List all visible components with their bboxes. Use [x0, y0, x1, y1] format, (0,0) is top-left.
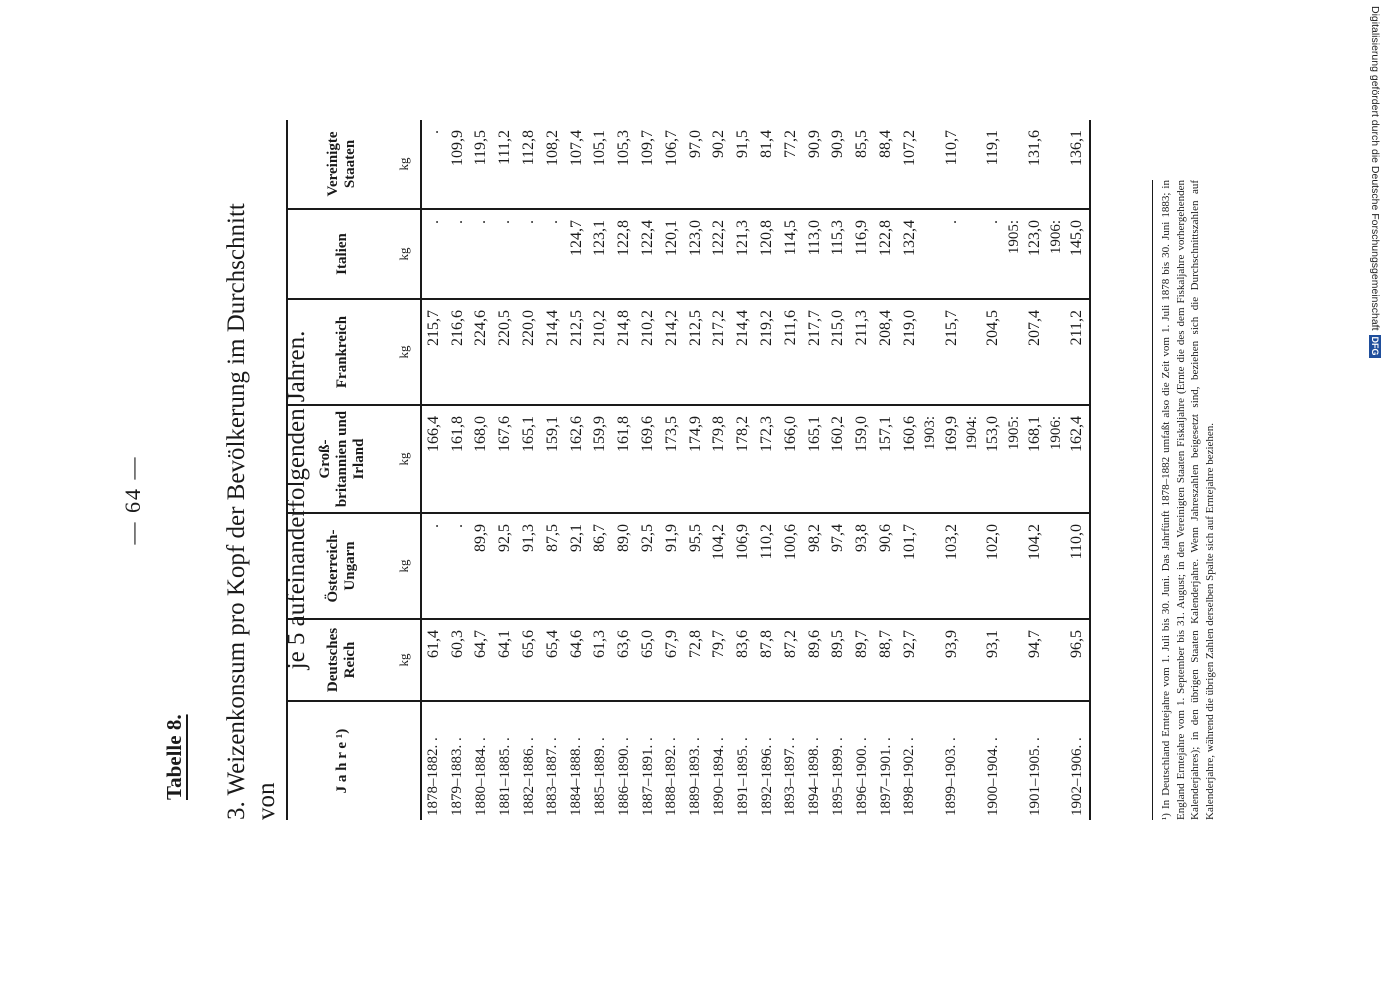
italien-cell: 113,0	[803, 209, 827, 299]
table-row	[636, 120, 660, 820]
dfg-logo: DFG	[1370, 336, 1380, 356]
grossbritannien-cell: 162,6	[565, 405, 589, 513]
frankreich-cell: 220,5	[493, 299, 517, 405]
grossbritannien-cell: 178,2	[731, 405, 755, 513]
vereinigte-staaten-cell: 105,3	[612, 120, 636, 209]
frankreich-cell: 215,7	[421, 299, 446, 405]
deutsches-reich-cell: 65,6	[517, 619, 541, 701]
grossbritannien-cell: 166,0	[779, 405, 803, 513]
italien-cell: .	[470, 209, 494, 299]
vereinigte-staaten-cell: 85,5	[850, 120, 874, 209]
table-row	[517, 120, 541, 820]
grossbritannien-cell: 165,1	[517, 405, 541, 513]
empty-cell	[1005, 619, 1023, 701]
year-cell: 1885–1889. .	[591, 737, 608, 816]
gb-year-note: 1905:	[1005, 405, 1023, 513]
vereinigte-staaten-cell: 107,2	[898, 120, 922, 209]
header-deutsches-reich: Deutsches Reich	[287, 619, 396, 701]
oesterreich-cell: 98,2	[803, 513, 827, 619]
grossbritannien-cell: 173,5	[660, 405, 684, 513]
frankreich-cell: 215,0	[827, 299, 851, 405]
empty-cell	[1047, 701, 1065, 820]
oesterreich-cell: 91,9	[660, 513, 684, 619]
vereinigte-staaten-cell: 91,5	[731, 120, 755, 209]
vereinigte-staaten-cell: 88,4	[874, 120, 898, 209]
oesterreich-cell: 104,2	[708, 513, 732, 619]
year-cell: 1892–1896. .	[758, 737, 775, 816]
empty-cell	[922, 120, 940, 209]
italien-cell: 114,5	[779, 209, 803, 299]
empty-cell	[964, 513, 982, 619]
vereinigte-staaten-cell: 77,2	[779, 120, 803, 209]
year-cell: 1891–1895. .	[734, 737, 751, 816]
deutsches-reich-cell: 72,8	[684, 619, 708, 701]
table-row	[1023, 120, 1047, 820]
grossbritannien-cell: 165,1	[803, 405, 827, 513]
frankreich-cell: 214,4	[541, 299, 565, 405]
unit-cell: kg	[396, 120, 421, 209]
header-frankreich: Frankreich	[287, 299, 396, 405]
grossbritannien-cell: 172,3	[755, 405, 779, 513]
deutsches-reich-cell: 61,3	[589, 619, 613, 701]
italien-cell: 120,8	[755, 209, 779, 299]
deutsches-reich-cell: 64,1	[493, 619, 517, 701]
year-cell: 1888–1892. .	[663, 737, 680, 816]
table-row	[803, 120, 827, 820]
oesterreich-cell: 106,9	[731, 513, 755, 619]
year-cell: 1895–1899. .	[829, 737, 846, 816]
deutsches-reich-cell: 64,6	[565, 619, 589, 701]
vereinigte-staaten-cell: 111,2	[493, 120, 517, 209]
grossbritannien-cell: 160,2	[827, 405, 851, 513]
grossbritannien-cell: 169,6	[636, 405, 660, 513]
oesterreich-cell: 110,2	[755, 513, 779, 619]
italien-cell: 122,2	[708, 209, 732, 299]
italien-cell: 123,1	[589, 209, 613, 299]
year-cell: 1887–1891. .	[639, 737, 656, 816]
wheat-consumption-table	[286, 120, 1091, 820]
italien-cell: 145,0	[1065, 209, 1090, 299]
frankreich-cell: 217,7	[803, 299, 827, 405]
grossbritannien-cell: 159,0	[850, 405, 874, 513]
oesterreich-cell: 104,2	[1023, 513, 1047, 619]
oesterreich-cell: 90,6	[874, 513, 898, 619]
vereinigte-staaten-cell: 81,4	[755, 120, 779, 209]
vereinigte-staaten-cell: .	[421, 120, 446, 209]
oesterreich-cell: 103,2	[940, 513, 964, 619]
italien-cell: 122,4	[636, 209, 660, 299]
vereinigte-staaten-cell: 119,5	[470, 120, 494, 209]
vereinigte-staaten-cell: 109,9	[446, 120, 470, 209]
frankreich-cell: 216,6	[446, 299, 470, 405]
italien-cell: .	[421, 209, 446, 299]
italien-year-note	[964, 209, 982, 299]
digitization-watermark	[1363, 6, 1381, 406]
frankreich-cell: 217,2	[708, 299, 732, 405]
oesterreich-cell: 86,7	[589, 513, 613, 619]
table-row	[755, 120, 779, 820]
oesterreich-cell: 92,5	[493, 513, 517, 619]
oesterreich-cell: 91,3	[517, 513, 541, 619]
deutsches-reich-cell: 92,7	[898, 619, 922, 701]
table-row	[1065, 120, 1090, 820]
year-cell: 1889–1893. .	[687, 737, 704, 816]
frankreich-cell: 204,5	[982, 299, 1006, 405]
oesterreich-cell: 92,1	[565, 513, 589, 619]
empty-cell	[1005, 120, 1023, 209]
empty-cell	[922, 513, 940, 619]
oesterreich-cell: 89,9	[470, 513, 494, 619]
year-cell: 1900–1904. .	[984, 737, 1001, 816]
deutsches-reich-cell: 87,2	[779, 619, 803, 701]
empty-cell	[922, 299, 940, 405]
italien-cell: 123,0	[684, 209, 708, 299]
unit-cell: kg	[396, 619, 421, 701]
year-cell: 1897–1901. .	[877, 737, 894, 816]
gb-year-note: 1903:	[922, 405, 940, 513]
oesterreich-cell: .	[446, 513, 470, 619]
grossbritannien-cell: 167,6	[493, 405, 517, 513]
italien-cell: .	[493, 209, 517, 299]
year-cell: 1878–1882. .	[425, 737, 442, 816]
oesterreich-cell: 100,6	[779, 513, 803, 619]
frankreich-cell: 219,2	[755, 299, 779, 405]
unit-cell: kg	[396, 209, 421, 299]
frankreich-cell: 212,5	[565, 299, 589, 405]
year-annotation-row	[1005, 120, 1023, 820]
deutsches-reich-cell: 61,4	[421, 619, 446, 701]
table-row	[421, 120, 446, 820]
vereinigte-staaten-cell: 131,6	[1023, 120, 1047, 209]
oesterreich-cell: 92,5	[636, 513, 660, 619]
vereinigte-staaten-cell: 106,7	[660, 120, 684, 209]
gb-year-note: 1906:	[1047, 405, 1065, 513]
table-row	[982, 120, 1006, 820]
deutsches-reich-cell: 64,7	[470, 619, 494, 701]
deutsches-reich-cell: 89,5	[827, 619, 851, 701]
deutsches-reich-cell: 67,9	[660, 619, 684, 701]
italien-year-note	[922, 209, 940, 299]
year-annotation-row	[1047, 120, 1065, 820]
deutsches-reich-cell: 96,5	[1065, 619, 1090, 701]
frankreich-cell: 220,0	[517, 299, 541, 405]
year-cell: 1896–1900. .	[853, 737, 870, 816]
table-row	[446, 120, 470, 820]
header-grossbritannien: Groß-britannien und Irland	[287, 405, 396, 513]
italien-cell: 132,4	[898, 209, 922, 299]
oesterreich-cell: 87,5	[541, 513, 565, 619]
year-cell: 1894–1898. .	[806, 737, 823, 816]
frankreich-cell: 214,4	[731, 299, 755, 405]
vereinigte-staaten-cell: 108,2	[541, 120, 565, 209]
header-italien: Italien	[287, 209, 396, 299]
header-row	[287, 120, 396, 820]
vereinigte-staaten-cell: 105,1	[589, 120, 613, 209]
oesterreich-cell: 101,7	[898, 513, 922, 619]
frankreich-cell: 211,6	[779, 299, 803, 405]
table-row	[874, 120, 898, 820]
grossbritannien-cell: 161,8	[612, 405, 636, 513]
digitization-text-wrap	[1369, 6, 1381, 406]
deutsches-reich-cell: 79,7	[708, 619, 732, 701]
deutsches-reich-cell: 89,7	[850, 619, 874, 701]
frankreich-cell: 212,5	[684, 299, 708, 405]
deutsches-reich-cell: 88,7	[874, 619, 898, 701]
grossbritannien-cell: 179,8	[708, 405, 732, 513]
year-cell: 1893–1897. .	[782, 737, 799, 816]
header-vereinigte-staaten: Vereinigte Staaten	[287, 120, 396, 209]
table-row	[684, 120, 708, 820]
vereinigte-staaten-cell: 119,1	[982, 120, 1006, 209]
italien-cell: .	[517, 209, 541, 299]
frankreich-cell: 219,0	[898, 299, 922, 405]
oesterreich-cell: 102,0	[982, 513, 1006, 619]
table-row	[660, 120, 684, 820]
italien-cell: 115,3	[827, 209, 851, 299]
title-line-1: 3. Weizenkonsum pro Kopf der Bevölkerung im Durchschnitt von	[223, 203, 280, 820]
italien-cell: .	[940, 209, 964, 299]
units-row	[396, 120, 421, 820]
frankreich-cell: 210,2	[589, 299, 613, 405]
italien-year-note: 1906:	[1047, 209, 1065, 299]
vereinigte-staaten-cell: 136,1	[1065, 120, 1090, 209]
grossbritannien-cell: 160,6	[898, 405, 922, 513]
grossbritannien-cell: 153,0	[982, 405, 1006, 513]
vereinigte-staaten-cell: 90,9	[827, 120, 851, 209]
table-row	[470, 120, 494, 820]
year-cell: 1890–1894. .	[710, 737, 727, 816]
italien-cell: 116,9	[850, 209, 874, 299]
deutsches-reich-cell: 89,6	[803, 619, 827, 701]
year-cell: 1881–1885. .	[496, 737, 513, 816]
empty-cell	[1047, 513, 1065, 619]
table-row	[779, 120, 803, 820]
vereinigte-staaten-cell: 110,7	[940, 120, 964, 209]
year-cell: 1902–1906. .	[1065, 701, 1090, 820]
italien-cell: 124,7	[565, 209, 589, 299]
year-cell: 1899–1903. .	[943, 737, 960, 816]
oesterreich-cell: 97,4	[827, 513, 851, 619]
year-annotation-row	[922, 120, 940, 820]
footnote: ¹) In Deutschland Erntejahre vom 1. Juli bis 30. Juni. Das Jahrfünft 1878–1882 umfaßt also die Zeit vom 1. Juli 1878 bis 30. Juni 1883; in England Erntejahre vom 1. September bis 31. August; in den Vereinigten Staaten Fiskaljahre (Ernte die des dem Fiskaljahre vorhergehenden Kalenderjahres); in den übrigen Staaten Kalenderjahre. Wenn Jahreszahlen beigesetzt sind, beziehen sich die Durchschnittszahlen auf Kalenderjahre, während die übrigen Zahlen derselben Spalte sich auf Erntejahre beziehen.	[1152, 180, 1217, 820]
grossbritannien-cell: 169,9	[940, 405, 964, 513]
deutsches-reich-cell: 93,9	[940, 619, 964, 701]
table-body	[421, 120, 1090, 820]
empty-cell	[922, 619, 940, 701]
header-oesterreich-ungarn: Österreich-Ungarn	[287, 513, 396, 619]
unit-cell: kg	[396, 513, 421, 619]
year-cell: 1898–1902. .	[901, 737, 918, 816]
deutsches-reich-cell: 93,1	[982, 619, 1006, 701]
table-row	[541, 120, 565, 820]
grossbritannien-cell: 162,4	[1065, 405, 1090, 513]
deutsches-reich-cell: 83,6	[731, 619, 755, 701]
year-cell: 1886–1890. .	[615, 737, 632, 816]
grossbritannien-cell: 157,1	[874, 405, 898, 513]
empty-cell	[964, 120, 982, 209]
italien-cell: .	[541, 209, 565, 299]
table-row	[827, 120, 851, 820]
frankreich-cell: 207,4	[1023, 299, 1047, 405]
table-row	[612, 120, 636, 820]
grossbritannien-cell: 159,9	[589, 405, 613, 513]
year-annotation-row	[964, 120, 982, 820]
italien-cell: .	[446, 209, 470, 299]
vereinigte-staaten-cell: 107,4	[565, 120, 589, 209]
oesterreich-cell: 95,5	[684, 513, 708, 619]
empty-cell	[922, 701, 940, 820]
year-cell: 1879–1883. .	[449, 737, 466, 816]
header-year: J a h r e ¹)	[287, 701, 396, 820]
year-cell: 1880–1884. .	[472, 737, 489, 816]
frankreich-cell: 211,2	[1065, 299, 1090, 405]
empty-cell	[964, 299, 982, 405]
deutsches-reich-cell: 63,6	[612, 619, 636, 701]
unit-cell: kg	[396, 299, 421, 405]
grossbritannien-cell: 161,8	[446, 405, 470, 513]
digitization-note: Digitalisierung gefördert durch die Deutsche Forschungsgemeinschaft	[1369, 6, 1381, 331]
year-cell: 1883–1887. .	[544, 737, 561, 816]
oesterreich-cell: 89,0	[612, 513, 636, 619]
table-row	[708, 120, 732, 820]
unit-cell-year	[396, 701, 421, 820]
empty-cell	[1005, 513, 1023, 619]
table-row	[731, 120, 755, 820]
vereinigte-staaten-cell: 90,2	[708, 120, 732, 209]
oesterreich-cell: .	[421, 513, 446, 619]
grossbritannien-cell: 174,9	[684, 405, 708, 513]
italien-cell: 120,1	[660, 209, 684, 299]
table-row	[850, 120, 874, 820]
grossbritannien-cell: 166,4	[421, 405, 446, 513]
frankreich-cell: 211,3	[850, 299, 874, 405]
table-row	[940, 120, 964, 820]
deutsches-reich-cell: 87,8	[755, 619, 779, 701]
year-cell: 1882–1886. .	[520, 737, 537, 816]
frankreich-cell: 224,6	[470, 299, 494, 405]
empty-cell	[964, 619, 982, 701]
italien-cell: 121,3	[731, 209, 755, 299]
table-row	[493, 120, 517, 820]
deutsches-reich-cell: 94,7	[1023, 619, 1047, 701]
vereinigte-staaten-cell: 90,9	[803, 120, 827, 209]
grossbritannien-cell: 159,1	[541, 405, 565, 513]
empty-cell	[964, 701, 982, 820]
page-number: — 64 —	[120, 455, 145, 545]
deutsches-reich-cell: 65,0	[636, 619, 660, 701]
frankreich-cell: 208,4	[874, 299, 898, 405]
table-label: Tabelle 8.	[162, 714, 186, 800]
italien-year-note: 1905:	[1005, 209, 1023, 299]
vereinigte-staaten-cell: 112,8	[517, 120, 541, 209]
empty-cell	[1047, 299, 1065, 405]
frankreich-cell: 215,7	[940, 299, 964, 405]
table-row	[565, 120, 589, 820]
italien-cell: 122,8	[612, 209, 636, 299]
unit-cell: kg	[396, 405, 421, 513]
italien-cell: 122,8	[874, 209, 898, 299]
deutsches-reich-cell: 60,3	[446, 619, 470, 701]
italien-cell: 123,0	[1023, 209, 1047, 299]
year-cell: 1884–1888. .	[568, 737, 585, 816]
frankreich-cell: 214,2	[660, 299, 684, 405]
title-line-2: je 5 aufeinanderfolgenden Jahren.	[283, 330, 310, 670]
oesterreich-cell: 93,8	[850, 513, 874, 619]
deutsches-reich-cell: 65,4	[541, 619, 565, 701]
year-cell: 1901–1905. .	[1026, 737, 1043, 816]
empty-cell	[1047, 120, 1065, 209]
oesterreich-cell: 110,0	[1065, 513, 1090, 619]
empty-cell	[1005, 701, 1023, 820]
italien-cell: .	[982, 209, 1006, 299]
table-row	[589, 120, 613, 820]
empty-cell	[1005, 299, 1023, 405]
vereinigte-staaten-cell: 97,0	[684, 120, 708, 209]
grossbritannien-cell: 168,0	[470, 405, 494, 513]
vereinigte-staaten-cell: 109,7	[636, 120, 660, 209]
table-row	[898, 120, 922, 820]
frankreich-cell: 210,2	[636, 299, 660, 405]
frankreich-cell: 214,8	[612, 299, 636, 405]
empty-cell	[1047, 619, 1065, 701]
grossbritannien-cell: 168,1	[1023, 405, 1047, 513]
gb-year-note: 1904:	[964, 405, 982, 513]
